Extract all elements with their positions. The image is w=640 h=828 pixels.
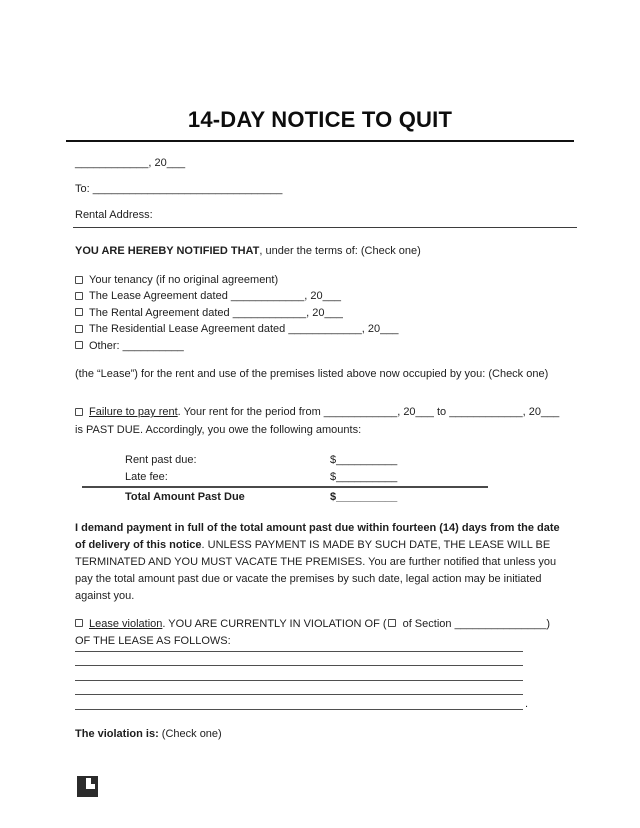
late-fee-label: Late fee: xyxy=(125,470,168,483)
checkbox-of-section[interactable] xyxy=(388,619,396,627)
notified-line xyxy=(75,243,565,260)
rental-address-label: Rental Address: xyxy=(75,209,153,221)
term-option-label: The Lease Agreement dated ____________, 20___ xyxy=(89,290,341,303)
legaltemplates-logo-icon xyxy=(77,776,98,797)
section-number-field[interactable]: _______________ xyxy=(454,617,547,630)
checkbox-failure-to-pay[interactable] xyxy=(75,408,83,416)
term-options-list xyxy=(75,272,565,354)
demand-payment-paragraph xyxy=(75,520,565,606)
term-option-label: The Rental Agreement dated ____________, 20___ xyxy=(89,306,343,319)
term-option-row xyxy=(75,321,565,337)
term-option-row xyxy=(75,272,565,288)
term-option-label: Your tenancy (if no original agreement) xyxy=(89,274,279,286)
page-title: 14-DAY NOTICE TO QUIT xyxy=(187,107,453,132)
writing-line[interactable] xyxy=(75,695,529,710)
violation-writing-lines xyxy=(75,651,529,710)
notified-bold-text: YOU ARE HEREBY NOTIFIED THAT xyxy=(75,245,260,257)
trailing-period: . xyxy=(525,697,529,710)
checkbox-other[interactable] xyxy=(75,341,83,349)
violation-end-text: ) OF THE LEASE AS FOLLOWS: xyxy=(75,617,550,648)
late-fee-field[interactable]: $__________ xyxy=(330,470,398,483)
to-label: To: xyxy=(75,183,90,195)
writing-line[interactable] xyxy=(75,666,523,681)
lease-violation-paragraph xyxy=(75,616,565,651)
violation-section-text: of Section xyxy=(399,617,455,630)
checkbox-tenancy[interactable] xyxy=(75,276,83,284)
rental-address-field[interactable] xyxy=(73,227,577,228)
demand-rest-text: . UNLESS PAYMENT IS MADE BY SUCH DATE, THE LEASE WILL BE TERMINATED AND YOU MUST VACATE THE PREMISES. You are further notified that unless you pay the total amount past due or vacate the premises by such date, legal action may be initiated against you. xyxy=(75,538,557,603)
term-option-label: The Residential Lease Agreement dated ____________, 20___ xyxy=(89,323,399,336)
failure-to-pay-paragraph xyxy=(75,404,565,439)
table-row xyxy=(75,452,565,469)
checkbox-residential-lease-agreement[interactable] xyxy=(75,325,83,333)
logo-glyph-foot xyxy=(90,784,95,789)
term-option-label: Other: __________ xyxy=(89,339,184,352)
to-field[interactable]: _______________________________ xyxy=(92,183,283,195)
violation-is-bold-text: The violation is: xyxy=(75,727,159,740)
total-rule xyxy=(82,486,488,488)
checkbox-lease-agreement[interactable] xyxy=(75,292,83,300)
failure-rest-text: . Your rent for the period from ____________, 20___ to ____________, 20___ is PAST DUE. Accordingly, you owe the following amounts: xyxy=(75,406,560,436)
amounts-table xyxy=(75,452,565,506)
rent-past-due-field[interactable]: $__________ xyxy=(330,454,398,467)
demand-bold-text: I demand payment in full of the total amount past due within fourteen (14) days from the date of delivery of this notice xyxy=(75,521,560,551)
rent-past-due-label: Rent past due: xyxy=(125,454,197,467)
total-amount-field[interactable]: $__________ xyxy=(330,491,398,504)
notified-rest-text: , under the terms of: (Check one) xyxy=(259,245,421,257)
violation-is-line xyxy=(75,726,565,743)
term-option-row xyxy=(75,305,565,321)
lease-definition-line: (the “Lease”) for the rent and use of the premises listed above now occupied by you: (Check one) xyxy=(75,368,549,381)
violation-mid-text: . YOU ARE CURRENTLY IN VIOLATION OF ( xyxy=(162,617,387,630)
violation-is-rest-text: (Check one) xyxy=(158,727,222,740)
checkbox-rental-agreement[interactable] xyxy=(75,308,83,316)
writing-line[interactable] xyxy=(75,681,523,696)
checkbox-lease-violation[interactable] xyxy=(75,619,83,627)
total-amount-label: Total Amount Past Due xyxy=(125,491,245,504)
writing-line[interactable] xyxy=(75,652,523,667)
table-row xyxy=(75,469,565,486)
to-line xyxy=(75,181,565,198)
table-row-total xyxy=(75,489,565,506)
title-rule xyxy=(66,140,574,142)
violation-underlined-text: Lease violation xyxy=(89,617,163,630)
term-option-row xyxy=(75,338,565,354)
failure-underlined-text: Failure to pay rent xyxy=(89,406,178,419)
term-option-row xyxy=(75,288,565,304)
date-field[interactable]: ____________, 20___ xyxy=(75,157,186,169)
